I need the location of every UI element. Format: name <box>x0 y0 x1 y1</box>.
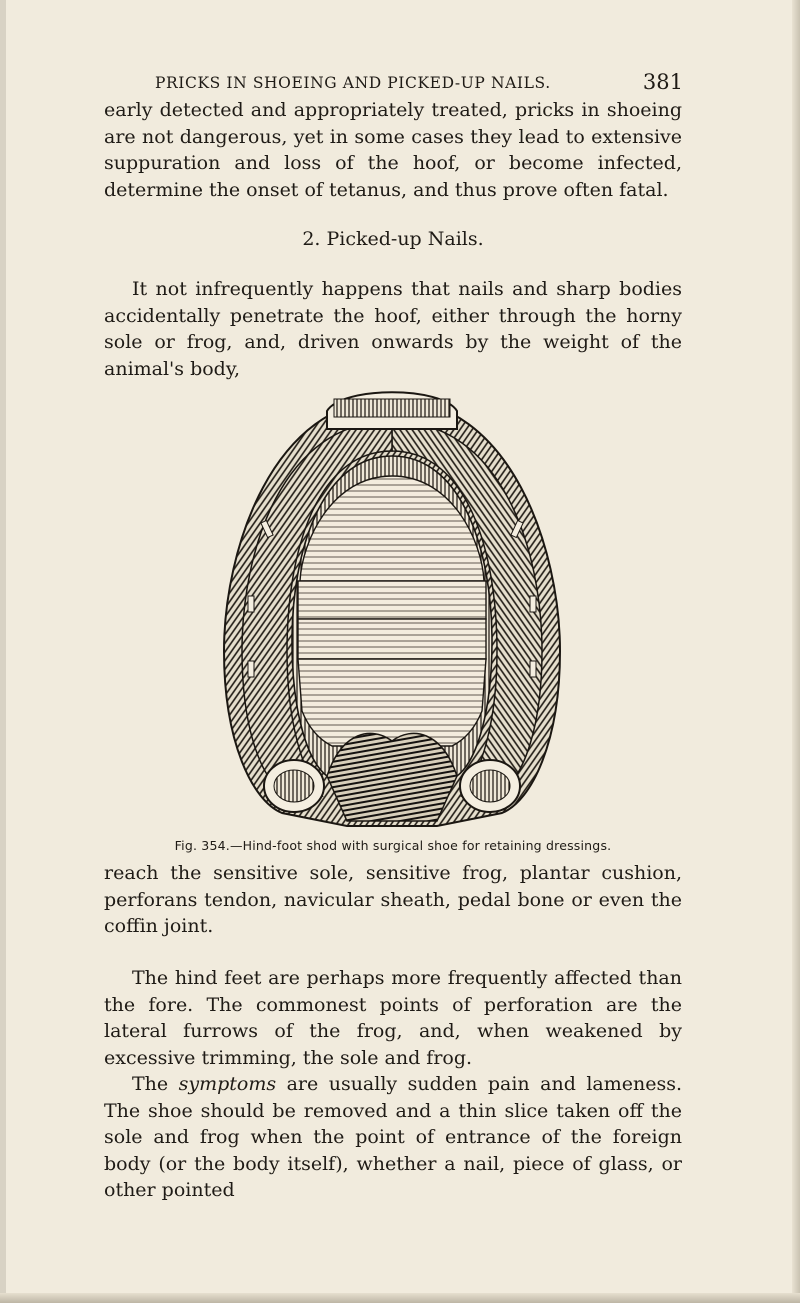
paragraph-3: reach the sensitive sole, sensitive frog, plantar cushion, perforans tendon, navicular sheath, pedal bone or even the coffin joint. <box>104 862 682 937</box>
paragraph-5-lead: The <box>132 1073 179 1095</box>
page-number: 381 <box>642 70 683 94</box>
symptoms-emphasis: symptoms <box>178 1073 277 1095</box>
paragraph-5 <box>104 1071 682 1201</box>
page-bottom-edge <box>0 1293 800 1303</box>
page-right-edge <box>792 0 800 1303</box>
hoof-shoe-drawing <box>212 381 572 833</box>
paragraph-4: The hind feet are perhaps more frequently affected than the fore. The commonest points of perforation are the lateral furrows of the frog, and, when weakened by excessive trimming, the sole and frog. <box>104 967 682 1069</box>
paragraph-1: early detected and appropriately treated, pricks in shoeing are not dangerous, yet in some cases they lead to extensive suppuration and loss of the hoof, or become infected, determine the onset of tetanus, and thus prove often fatal. <box>104 99 682 201</box>
paragraph-5-text: are usually sudden pain and lameness. The shoe should be removed and a thin slice taken off the sole and frog when the point of entrance of the foreign body (or the body itself), whether a nail, piece of glass, or other pointed <box>104 1073 682 1201</box>
figure-hoof-illustration <box>212 381 572 833</box>
section-heading: 2. Picked-up Nails. <box>302 228 484 250</box>
figure-caption: Fig. 354.—Hind-foot shod with surgical shoe for retaining dressings. <box>174 838 612 853</box>
running-title: PRICKS IN SHOEING AND PICKED-UP NAILS. <box>155 74 551 92</box>
page-left-edge <box>0 0 6 1303</box>
paragraph-2: It not infrequently happens that nails and sharp bodies accidentally penetrate the hoof, either through the horny sole or frog, and, driven onwards by the weight of the animal's body, <box>104 278 682 380</box>
running-head <box>105 70 683 98</box>
